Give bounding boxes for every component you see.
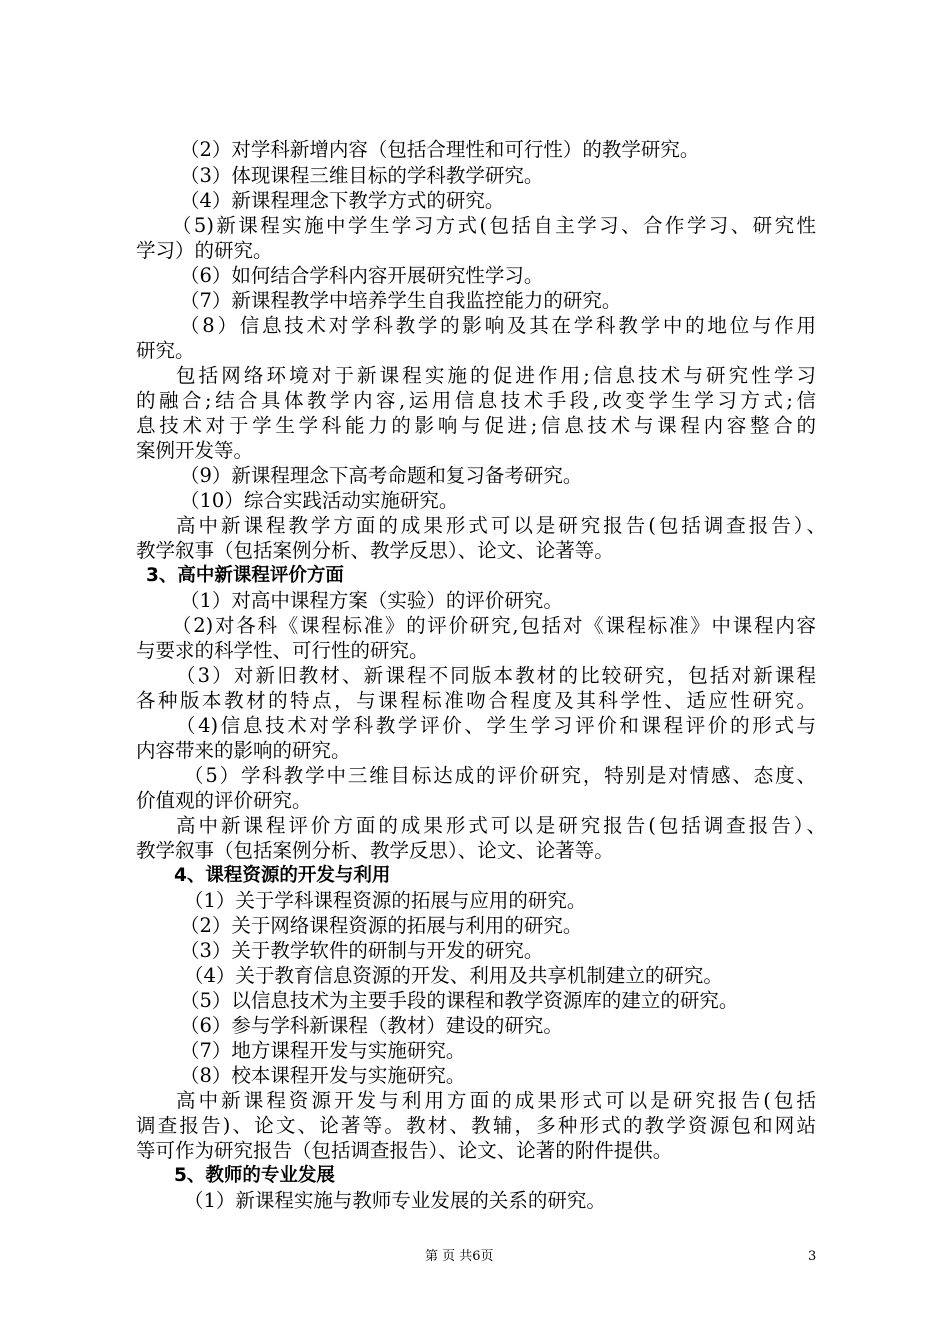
text-line: （4)信息技术对学科教学评价、学生学习评价和课程评价的形式与 — [176, 714, 816, 737]
text-line: （2）关于网络课程资源的拓展与利用的研究。 — [180, 914, 583, 937]
text-line: （10）综合实践活动实施研究。 — [180, 489, 459, 512]
text-line: 息技术对于学生学科能力的影响与促进;信息技术与课程内容整合的 — [136, 414, 816, 437]
text-line: （1）对高中课程方案（实验）的评价研究。 — [180, 589, 563, 612]
text-line: 高中新课程评价方面的成果形式可以是研究报告(包括调查报告）、 — [176, 814, 826, 837]
text-line: （7）地方课程开发与实施研究。 — [180, 1039, 466, 1062]
text-line: （4）关于教育信息资源的开发、利用及共享机制建立的研究。 — [184, 964, 723, 987]
text-line: （8）信息技术对学科教学的影响及其在学科教学中的地位与作用 — [180, 314, 816, 337]
text-line: （3）关于教学软件的研制与开发的研究。 — [180, 939, 544, 962]
text-line: （2)对各科《课程标准》的评价研究,包括对《课程标准》中课程内容 — [172, 614, 816, 637]
text-line: 内容带来的影响的研究。 — [136, 739, 351, 762]
text-line: 教学叙事（包括案例分析、教学反思）、论文、论著等。 — [136, 839, 614, 862]
text-line: （4）新课程理念下教学方式的研究。 — [180, 189, 505, 212]
page-number: 3 — [808, 1249, 817, 1264]
text-line: 学习）的研究。 — [136, 239, 273, 262]
text-line: （3）对新旧教材、新课程不同版本教材的比较研究，包括对新课程 — [176, 664, 816, 687]
text-line: 高中新课程教学方面的成果形式可以是研究报告(包括调查报告）、 — [176, 514, 826, 537]
text-line: （9）新课程理念下高考命题和复习备考研究。 — [180, 464, 583, 487]
text-line: （6）参与学科新课程（教材）建设的研究。 — [180, 1014, 563, 1037]
section-heading: 4、课程资源的开发与利用 — [174, 865, 391, 886]
text-line: （5）以信息技术为主要手段的课程和教学资源库的建立的研究。 — [180, 989, 739, 1012]
page-footer: 第 页 共6页 — [425, 1249, 494, 1264]
text-line: 包括网络环境对于新课程实施的促进作用;信息技术与研究性学习 — [176, 364, 816, 387]
text-line: 的融合;结合具体教学内容,运用信息技术手段,改变学生学习方式;信 — [136, 389, 816, 412]
text-line: 案例开发等。 — [136, 439, 254, 462]
text-line: （5）学科教学中三维目标达成的评价研究，特别是对情感、态度、 — [184, 764, 816, 787]
text-line: （3）体现课程三维目标的学科教学研究。 — [180, 164, 544, 187]
text-line: （5)新课程实施中学生学习方式(包括自主学习、合作学习、研究性 — [172, 214, 816, 237]
text-line: 调查报告)、论文、论著等。教材、教辅，多种形式的教学资源包和网站 — [136, 1114, 816, 1137]
text-line: 与要求的科学性、可行性的研究。 — [136, 639, 429, 662]
text-line: 价值观的评价研究。 — [136, 789, 312, 812]
text-line: （6）如何结合学科内容开展研究性学习。 — [180, 264, 544, 287]
text-line: （7）新课程教学中培养学生自我监控能力的研究。 — [180, 289, 622, 312]
section-heading: 3、高中新课程评价方面 — [146, 565, 344, 586]
text-line: 高中新课程资源开发与利用方面的成果形式可以是研究报告(包括 — [176, 1089, 816, 1112]
text-line: 各种版本教材的特点，与课程标准吻合程度及其科学性、适应性研究。 — [136, 689, 816, 712]
text-line: （1）新课程实施与教师专业发展的关系的研究。 — [184, 1189, 606, 1212]
text-line: 研究。 — [136, 339, 195, 362]
text-line: 等可作为研究报告（包括调查报告）、论文、论著的附件提供。 — [136, 1139, 673, 1162]
text-line: （2）对学科新增内容（包括合理性和可行性）的教学研究。 — [180, 138, 700, 161]
text-line: （8）校本课程开发与实施研究。 — [180, 1064, 466, 1087]
section-heading: 5、教师的专业发展 — [174, 1165, 335, 1186]
text-line: 教学叙事（包括案例分析、教学反思）、论文、论著等。 — [136, 539, 614, 562]
text-line: （1）关于学科课程资源的拓展与应用的研究。 — [184, 889, 587, 912]
